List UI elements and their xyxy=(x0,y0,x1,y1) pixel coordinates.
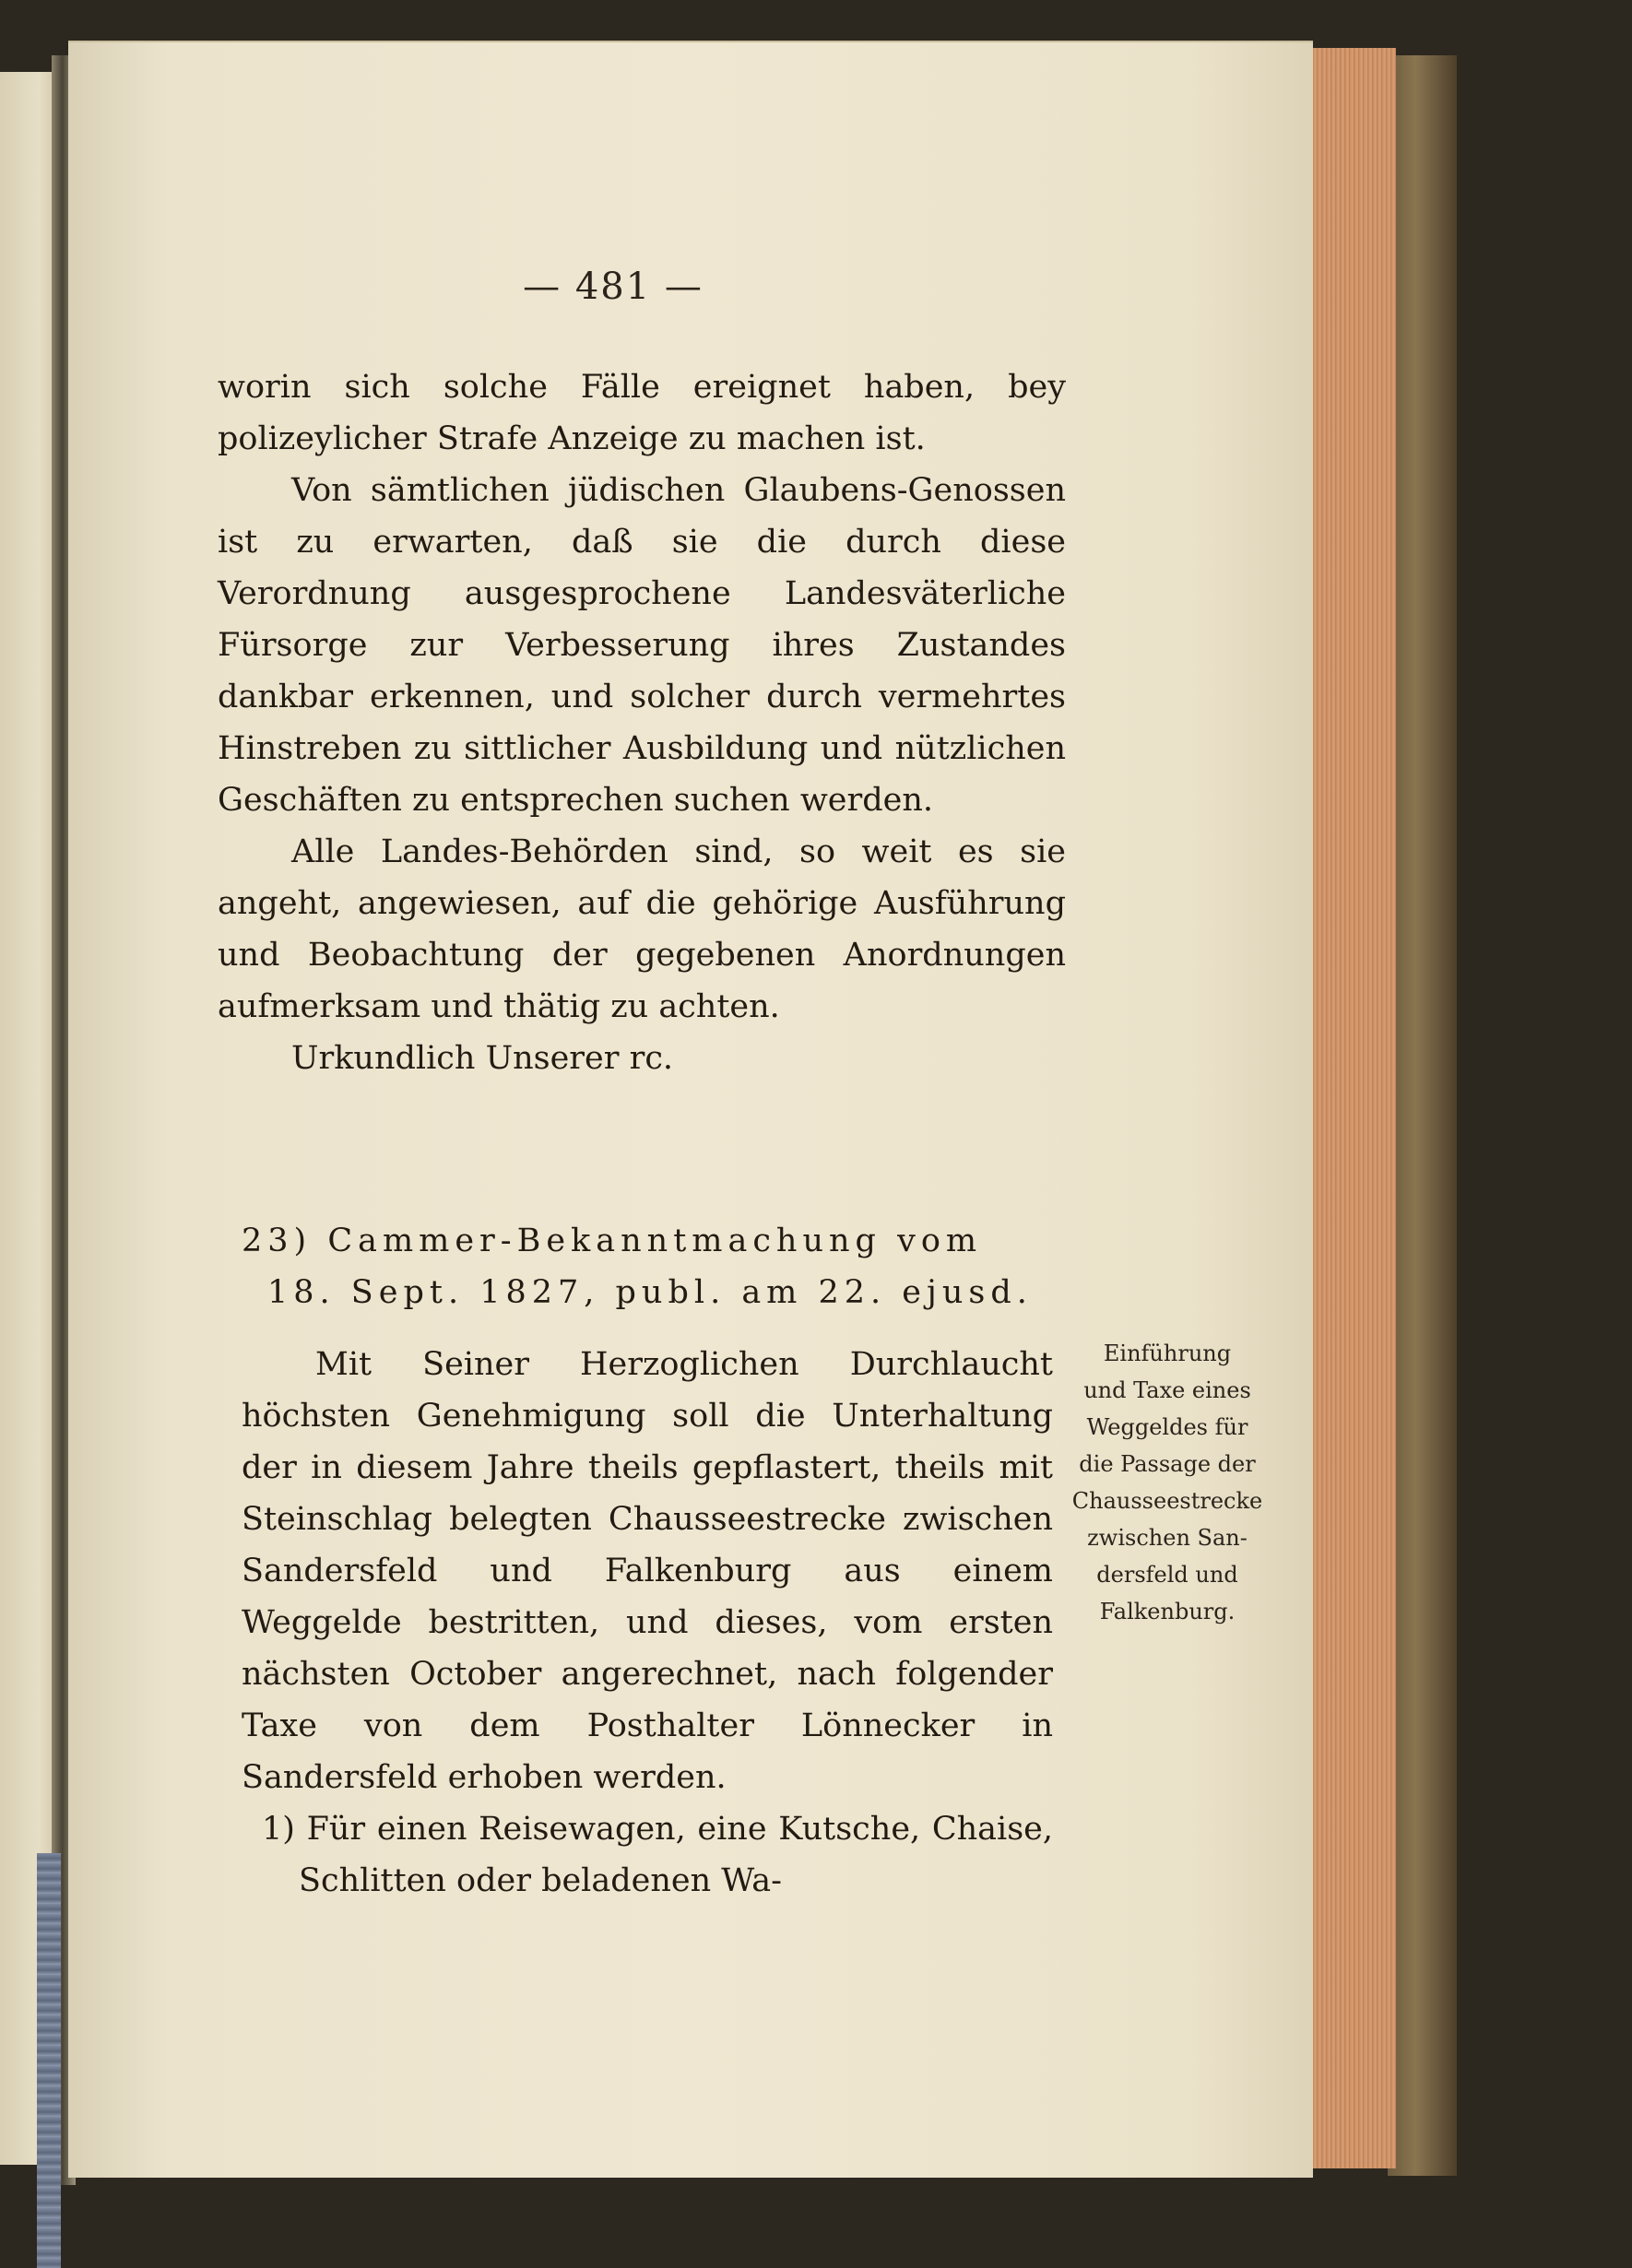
section-body xyxy=(242,1339,1053,1907)
marginal-note-line: und Taxe eines xyxy=(1083,1377,1251,1403)
marginal-note-line: Chausseestrecke xyxy=(1071,1488,1263,1514)
marginal-note-line: Weggeldes für xyxy=(1086,1414,1248,1440)
bookmark-ribbon xyxy=(37,1853,61,2268)
page-number: — 481 — xyxy=(523,266,704,308)
paragraph: Mit Seiner Herzoglichen Durchlaucht höchsten Genehmigung soll die Unterhaltung der in diesem Jahre theils gepflastert, theils mit Steinschlag belegten Chausseestrecke zwischen Sandersfeld und Falkenburg aus einem Weggelde bestritten, und dieses, vom ersten nächsten October angerechnet, nach folgender Taxe von dem Posthalter Lönnecker in Sandersfeld erhoben werden. xyxy=(242,1346,1053,1796)
list-item: 1) Für einen Reisewagen, eine Kutsche, Chaise, Schlitten oder beladenen Wa- xyxy=(262,1811,1053,1899)
marginal-note xyxy=(1060,1335,1274,1630)
page-stack-edge xyxy=(1313,48,1396,2168)
marginal-note-line: Einführung xyxy=(1103,1341,1232,1366)
section-heading-line2: 18. Sept. 1827, publ. am 22. ejusd. xyxy=(267,1274,1033,1311)
marginal-note-line: Falkenburg. xyxy=(1099,1599,1236,1624)
marginal-note-line: dersfeld und xyxy=(1096,1562,1238,1588)
section-heading-line1: 23) Cammer-Bekanntmachung vom xyxy=(242,1223,983,1259)
marginal-note-line: zwischen San- xyxy=(1087,1525,1248,1551)
paragraph: Von sämtlichen jüdischen Glaubens-Genossen ist zu erwarten, daß sie die durch diese Verordnung ausgesprochene Landesväterliche Fürsorge zur Verbesserung ihres Zustandes dankbar erkennen, und solcher durch vermehrtes Hinstreben zu sittlicher Ausbildung und nützlichen Geschäften zu entsprechen suchen werden. xyxy=(218,472,1066,819)
section-heading xyxy=(242,1215,1053,1318)
marginal-note-line: die Passage der xyxy=(1079,1451,1256,1477)
book-cover-edge xyxy=(1388,55,1457,2176)
paragraph: Urkundlich Unserer rc. xyxy=(291,1040,674,1077)
paragraph: Alle Landes-Behörden sind, so weit es sie angeht, angewiesen, auf die gehörige Ausführung und Beobachtung der gegebenen Anordnungen aufmerksam und thätig zu achten. xyxy=(218,833,1066,1025)
paragraph: worin sich solche Fälle ereignet haben, bey polizeylicher Strafe Anzeige zu machen ist. xyxy=(218,369,1066,457)
body-text xyxy=(218,361,1066,1084)
